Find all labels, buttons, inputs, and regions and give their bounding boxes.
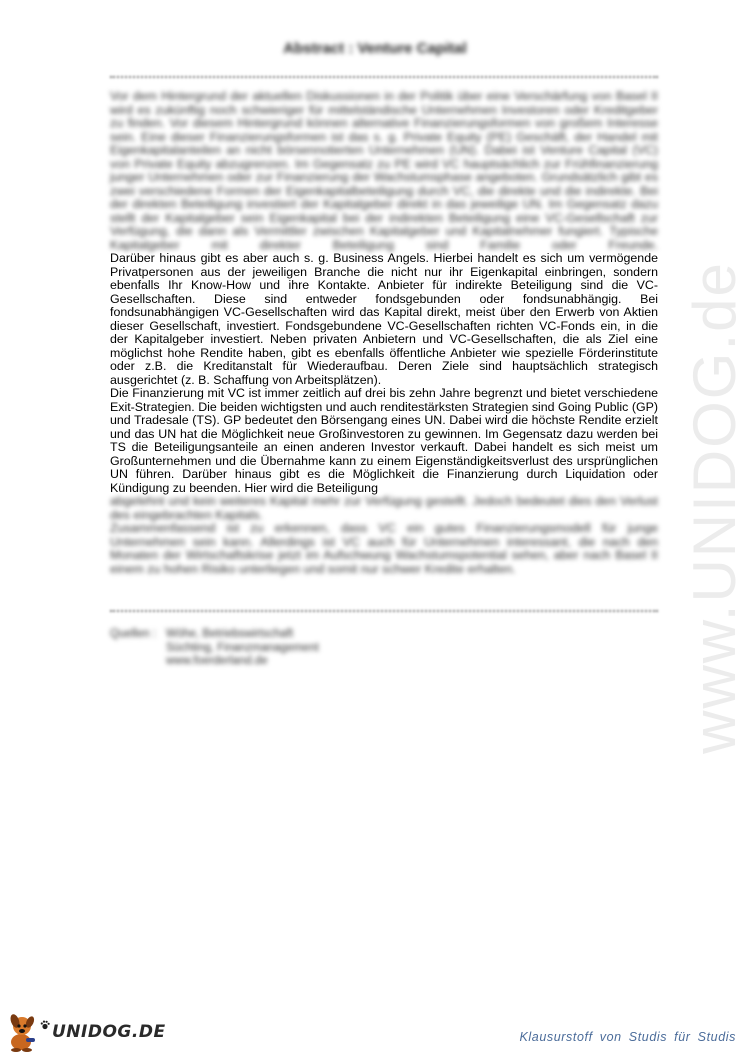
footer-claim: Klausurstoff von Studis für Studis: [519, 1030, 736, 1044]
blurred-line: sein. Eine dieser Finanzierungsformen ist das s. g. Private Equity (PE) Geschäft, der Handel mit: [110, 129, 658, 144]
blurred-line: einem zu hohen Risiko unterliegen und somit nur schwer Kredite erhalten.: [110, 561, 516, 576]
blurred-line: Vor dem Hintergrund der aktuellen Diskussionen in der Politik über eine Verschärfung von Basel II: [110, 89, 658, 103]
paw-icon: [40, 1020, 50, 1030]
sources-label: Quellen :: [110, 628, 157, 640]
blurred-intro-paragraph: [110, 90, 658, 252]
document-body: [110, 90, 658, 576]
blurred-line: und die indirekte. Bei der direkten Beteiligung investiert der Kapitalgeber direkt in das jeweilige: [110, 183, 658, 211]
blurred-line: (VC) von Private Equity abzugrenzen. Im Gegensatz zu PE wird VC hauptsächlich zur: [110, 143, 658, 171]
blurred-line: Monaten der Wirtschaftskrise jetzt im Aufschwung Wachstumspotential sehen, aber nach Basel II: [110, 548, 658, 562]
blurred-line: eine VC-Gesellschaft zur Verfügung, die dann als Vermittler zwischen Kapitalgeber und: [110, 210, 658, 238]
logo-text: UNIDOG.DE: [52, 1022, 166, 1042]
source-entry: Süchting, Finanzmanagement: [166, 641, 319, 654]
watermark-text: www.UNIDOG.de: [680, 261, 748, 754]
blurred-outro-paragraph: [110, 495, 658, 576]
blurred-line: Zusammenfassend ist zu erkennen, dass VC ein gutes Finanzierungsmodell für junge: [110, 521, 658, 535]
dotted-divider-bottom: [110, 610, 658, 615]
blurred-line: Eigenkapitalanteilen an nicht börsennotierten Unternehmen (UN). Dabei ist Venture Capital: [110, 143, 628, 157]
blurred-line: wird es zukünftig noch schwieriger für mittelständische Unternehmen Investoren oder Kreditgeber: [110, 102, 658, 117]
blurred-line: Verlust des eingebrachten Kapitals.: [110, 494, 658, 522]
unidog-logo[interactable]: [6, 1012, 166, 1052]
paragraph-exit-strategies: Die Finanzierung mit VC ist immer zeitlich auf drei bis zehn Jahre begrenzt und bietet verschiedene Exit-Strategien. Die beiden wichtigsten und auch renditestärksten Strategien sind Going Public (GP) und Tradesale (TS). GP bedeutet den Börsengang eines UN. Dabei wird die höchste Rendite erzielt und das UN hat die Möglichkeit neue Großinvestoren zu gewinnen. Im Gegensatz dazu werden bei TS die Beteiligungsanteile an einen anderen Investor verkauft. Dabei handelt es sich meist um Großunternehmen und die Übernahme kann zu einem Eigenständigkeitsverlust des ursprünglichen UN führen. Darüber hinaus gibt es die Möglichkeit die Finanzierung durch Liquidation oder Kündigung zu beenden. Hier wird die Beteiligung: [110, 386, 658, 495]
sources-list: [110, 628, 319, 669]
dotted-divider-top: [110, 76, 658, 81]
blurred-line: zu finden. Vor diesem Hintergrund können alternative Finanzierungsformen von großem Interesse: [110, 116, 658, 130]
document-title: Abstract : Venture Capital: [283, 40, 467, 57]
blurred-line: Kapitalnehmer fungiert. Typische Kapitalgeber mit direkter Beteiligung sind Familie oder Freunde.: [110, 224, 658, 252]
blurred-line: Unternehmen sein kann. Allerdings ist VC auch für Unternehmen interessant, die nach den: [110, 534, 658, 549]
source-entry: www.foerderland.de: [166, 655, 268, 667]
blurred-line: Frühfinanzierung junger Unternehmen oder zur Finanzierung der Wachstumsphase angeboten.: [110, 156, 658, 184]
dog-mascot-icon: [6, 1012, 40, 1052]
blurred-line: UN. Im Gegensatz dazu stellt der Kapitalgeber sein Eigenkapital bei der indirekten Beteiligung: [110, 197, 658, 225]
watermark: [676, 261, 750, 754]
paragraph-business-angels: Darüber hinaus gibt es aber auch s. g. Business Angels. Hierbei handelt es sich um vermögende Privatpersonen aus der jeweiligen Branche die nicht nur ihr Eigenkapital einbringen, sondern ebenfalls Ihr Know-How und ihre Kontakte. Anbieter für indirekte Beteiligung sind die VC-Gesellschaften. Diese sind entweder fondsgebunden oder fondsunabhängig. Bei fondsunabhängigen VC-Gesellschaften wird das Kapital direkt, meist über den Erwerb von Aktien dieser Gesellschaft, investiert. Fondsgebundene VC-Gesellschaften richten VC-Fonds ein, in die der Kapitalgeber investiert. Neben privaten Anbietern und VC-Gesellschaften, die als Ziel eine möglichst hohe Rendite haben, gibt es ebenfalls öffentliche Anbieter wie spezielle Förderinstitute oder z.B. die Kreditanstalt für Wiederaufbau. Deren Ziele sind hauptsächlich strategisch ausgerichtet (z. B. Schaffung von Arbeitsplätzen).: [110, 251, 658, 387]
source-entry: Wöhe, Betriebswirtschaft: [166, 628, 294, 640]
blurred-line: Grundsätzlich gibt es zwei verschiedene Formen der Eigenkapitalbeteiligung durch VC, die direkte: [110, 170, 659, 198]
blurred-line: abgelehnt und kein weiteres Kapital mehr zur Verfügung gestellt. Jedoch bedeutet dies den: [110, 494, 617, 508]
